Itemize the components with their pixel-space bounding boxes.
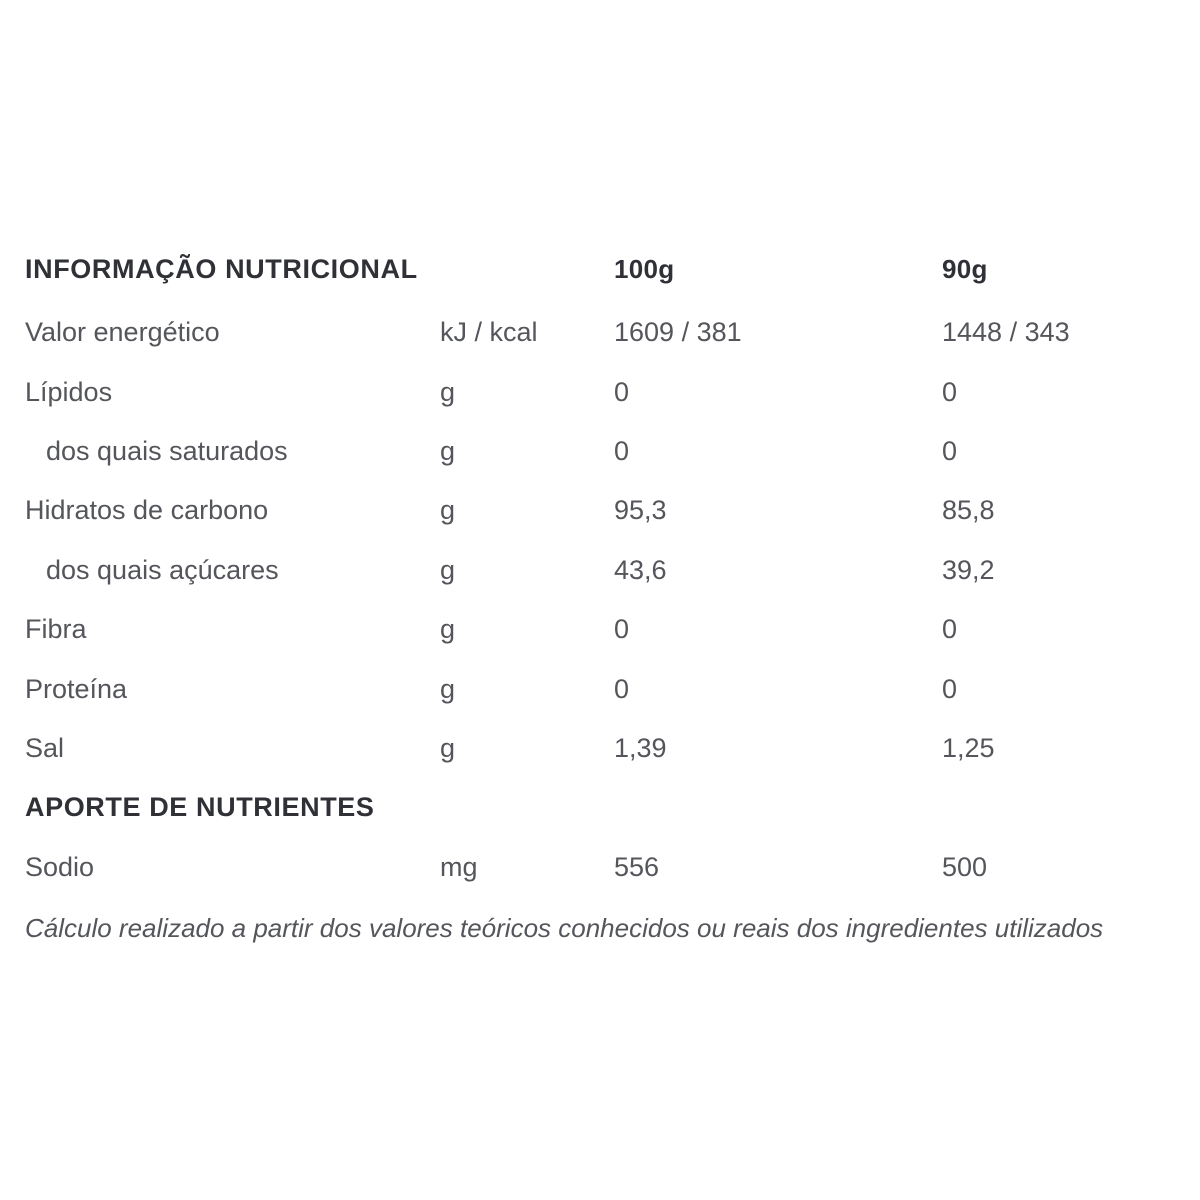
nutrition-table <box>25 240 1185 958</box>
column-header-90g: 90g <box>942 254 988 284</box>
row-value-90g: 500 <box>942 852 988 883</box>
section-title: APORTE DE NUTRIENTES <box>25 792 375 823</box>
row-value-100g: 1609 / 381 <box>614 317 742 348</box>
row-value-100g: 0 <box>614 673 630 704</box>
row-value-90g: 85,8 <box>942 495 995 526</box>
row-label: dos quais açúcares <box>46 554 279 585</box>
row-label: Lípidos <box>25 376 113 407</box>
table-row <box>25 719 1185 778</box>
row-unit: g <box>440 495 456 526</box>
row-value-100g: 0 <box>614 435 630 466</box>
column-header-100g: 100g <box>614 254 675 284</box>
row-value-90g: 0 <box>942 435 958 466</box>
section-header-row <box>25 778 1185 837</box>
row-unit: g <box>440 732 456 763</box>
row-value-90g: 0 <box>942 376 958 407</box>
table-header-row <box>25 240 1185 299</box>
row-unit: g <box>440 554 456 585</box>
row-label: Proteína <box>25 673 128 704</box>
table-row <box>25 659 1185 718</box>
row-value-90g: 0 <box>942 673 958 704</box>
row-unit: kJ / kcal <box>440 317 538 348</box>
table-title: INFORMAÇÃO NUTRICIONAL <box>25 254 418 284</box>
row-unit: mg <box>440 852 478 883</box>
row-value-100g: 0 <box>614 376 630 407</box>
row-value-90g: 0 <box>942 614 958 645</box>
row-value-100g: 43,6 <box>614 554 667 585</box>
calculation-footnote: Cálculo realizado a partir dos valores teóricos conhecidos ou reais dos ingredientes utilizados <box>25 912 1104 943</box>
table-row <box>25 362 1185 421</box>
row-value-100g: 556 <box>614 852 660 883</box>
row-value-100g: 1,39 <box>614 732 667 763</box>
table-row <box>25 838 1185 897</box>
row-label: Sal <box>25 732 65 763</box>
row-unit: g <box>440 435 456 466</box>
row-value-100g: 0 <box>614 614 630 645</box>
row-label: Valor energético <box>25 317 220 348</box>
row-label: Fibra <box>25 614 87 645</box>
row-label: Hidratos de carbono <box>25 495 269 526</box>
row-value-90g: 1448 / 343 <box>942 317 1070 348</box>
row-label: dos quais saturados <box>46 435 288 466</box>
table-row <box>25 541 1185 600</box>
row-unit: g <box>440 673 456 704</box>
table-row <box>25 303 1185 362</box>
row-label: Sodio <box>25 852 95 883</box>
row-value-100g: 95,3 <box>614 495 667 526</box>
row-value-90g: 39,2 <box>942 554 995 585</box>
row-value-90g: 1,25 <box>942 732 995 763</box>
row-unit: g <box>440 614 456 645</box>
table-row <box>25 422 1185 481</box>
table-row <box>25 481 1185 540</box>
row-unit: g <box>440 376 456 407</box>
table-row <box>25 600 1185 659</box>
